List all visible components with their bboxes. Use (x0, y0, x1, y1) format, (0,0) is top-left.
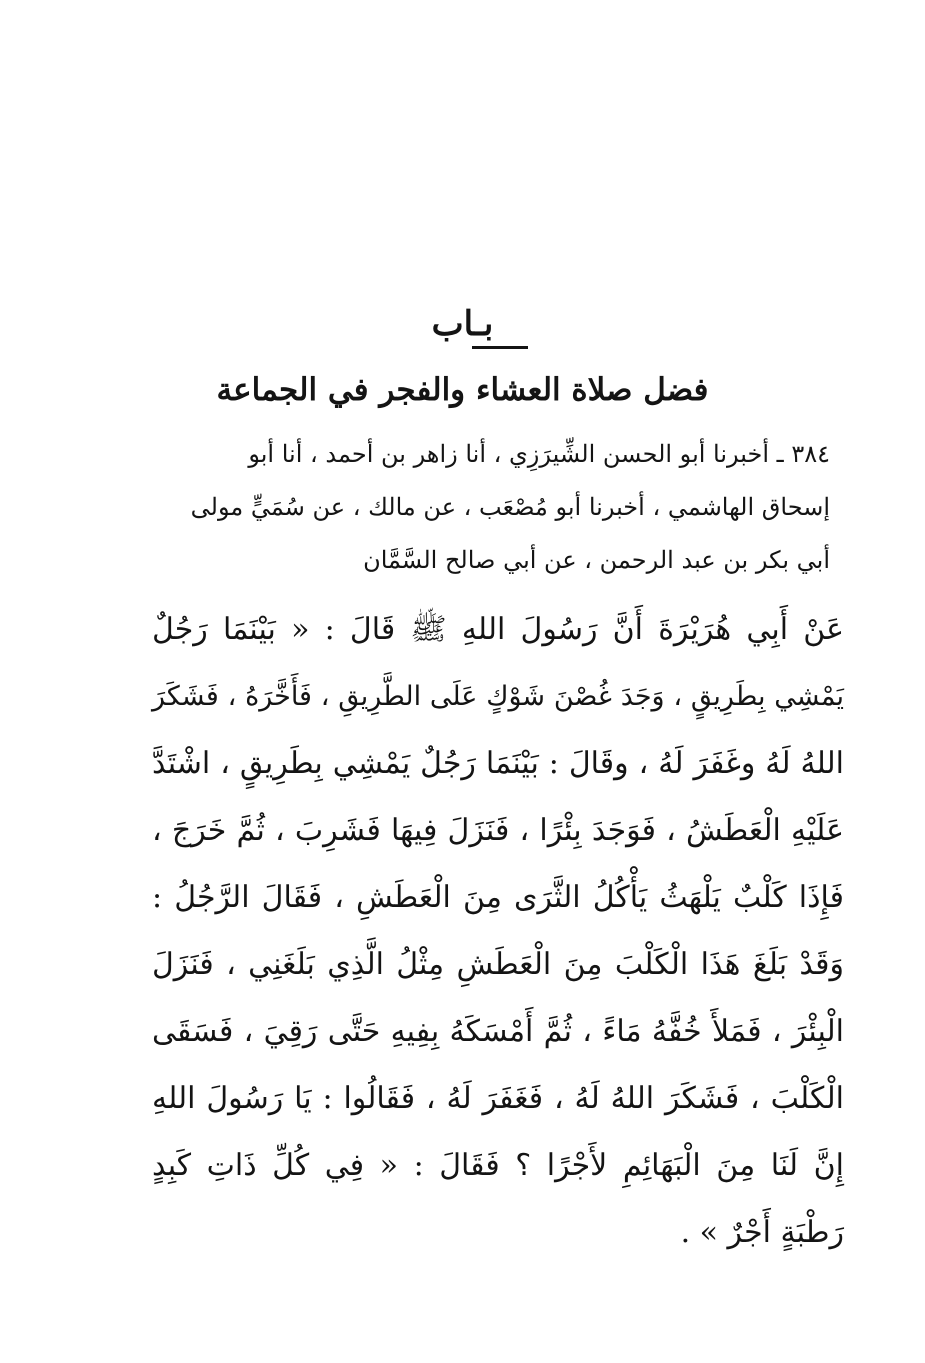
isnad-line: ٣٨٤ ـ أخبرنا أبو الحسن الشِّيرَزِي ، أنا زاهر بن أحمد ، أنا أبو (248, 440, 830, 468)
matn-line: الْكَلْبَ ، فَشَكَرَ اللهُ لَهُ ، فَغَفَرَ لَهُ ، فَقَالُوا : يَا رَسُولَ اللهِ (152, 1081, 844, 1116)
matn-line: عَلَيْهِ الْعَطَشُ ، فَوَجَدَ بِئْرًا ، فَنَزَلَ فِيهَا فَشَرِبَ ، ثُمَّ خَرَجَ ، (152, 813, 844, 848)
matn-line: عَنْ أَبِي هُرَيْرَةَ أَنَّ رَسُولَ اللهِ ﷺ قَالَ : « بَيْنَمَا رَجُلٌ (152, 612, 844, 647)
isnad-line: أبي بكر بن عبد الرحمن ، عن أبي صالح السَّمَّان (363, 546, 830, 574)
matn-line: رَطْبَةٍ أَجْرٌ » . (680, 1215, 844, 1250)
matn-line: يَمْشِي بِطَرِيقٍ ، وَجَدَ غُصْنَ شَوْكٍ عَلَى الطَّرِيقِ ، فَأَخَّرَهُ ، فَشَكَرَ (152, 681, 844, 712)
matn-line: فَإِذَا كَلْبٌ يَلْهَثُ يَأْكُلُ الثَّرَى مِنَ الْعَطَشِ ، فَقَالَ الرَّجُلُ : (152, 880, 844, 915)
hadith-matn (152, 596, 844, 1266)
hadith-isnad (150, 428, 830, 587)
chapter-heading-underline (472, 346, 528, 349)
matn-line: الْبِئْرَ ، فَمَلأَ خُفَّهُ مَاءً ، ثُمَّ أَمْسَكَهُ بِفِيهِ حَتَّى رَقِيَ ، فَسَقَى (152, 1014, 844, 1049)
chapter-title: فضل صلاة العشاء والفجر في الجماعة (216, 372, 709, 408)
matn-line: وَقَدْ بَلَغَ هَذَا الْكَلْبَ مِنَ الْعَطَشِ مِثْلُ الَّذِي بَلَغَنِي ، فَنَزَلَ (152, 947, 844, 982)
matn-line: اللهُ لَهُ وغَفَرَ لَهُ ، وقَالَ : بَيْنَمَا رَجُلٌ يَمْشِي بِطَرِيقٍ ، اشْتَدَّ (152, 746, 844, 781)
chapter-heading: بـاب (431, 304, 494, 344)
matn-line: إِنَّ لَنَا مِنَ الْبَهَائِمِ لأَجْرًا ؟ فَقَالَ : « فِي كُلِّ ذَاتِ كَبِدٍ (152, 1148, 844, 1183)
isnad-line: إسحاق الهاشمي ، أخبرنا أبو مُصْعَب ، عن مالك ، عن سُمَيٍّ مولى (190, 493, 830, 521)
